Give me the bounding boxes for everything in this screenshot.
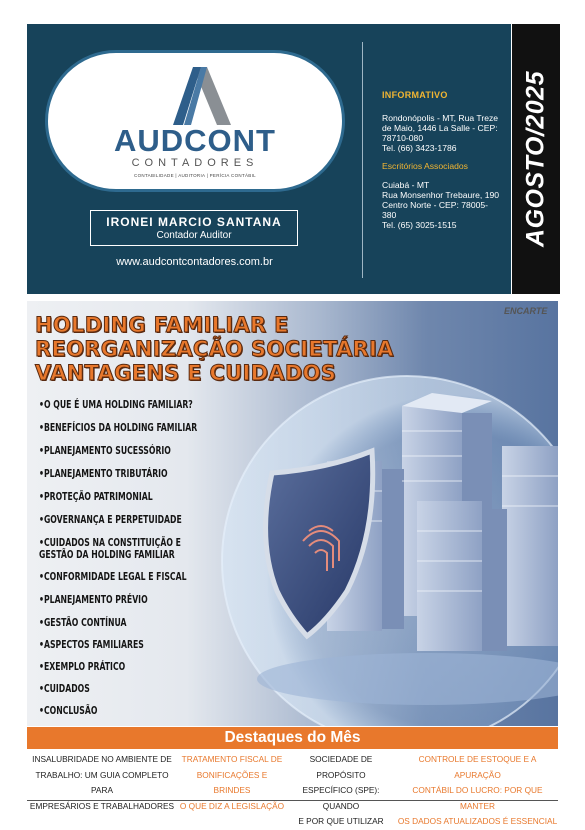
audcont-logo-icon xyxy=(171,67,233,125)
person-card xyxy=(90,210,298,246)
topic-item: •CONCLUSÃO xyxy=(39,705,98,717)
associated-offices-label: Escritórios Associados xyxy=(382,161,468,171)
headline-line: REORGANIZAÇÃO SOCIETÁRIA xyxy=(35,337,394,361)
main-office-address: Rondonópolis - MT, Rua Treze de Maio, 1446 La Salle - CEP: 78710-080 Tel. (66) 3423-1786 xyxy=(382,113,499,153)
topic-item: •GESTÃO CONTÍNUA xyxy=(39,617,127,629)
topic-list xyxy=(39,399,239,717)
brand-subtitle: CONTADORES xyxy=(131,157,259,169)
associated-office-address: Cuiabá - MT Rua Monsenhor Trebaure, 190 Centro Norte - CEP: 78005-380 Tel. (65) 3025-1515 xyxy=(382,180,500,230)
headline-line: HOLDING FAMILIAR E xyxy=(35,313,289,337)
highlight-item[interactable]: INSALUBRIDADE NO AMBIENTE DE TRABALHO: UM GUIA COMPLETO PARA EMPRESÁRIOS E TRABALHADORES xyxy=(29,754,175,811)
website-link[interactable]: www.audcontcontadores.com.br xyxy=(116,256,273,268)
topic-item: •PROTEÇÃO PATRIMONIAL xyxy=(39,491,153,503)
topic-item: •ASPECTOS FAMILIARES xyxy=(39,639,144,651)
topic-item: •CUIDADOS NA CONSTITUIÇÃO E GESTÃO DA HOLDING FAMILIAR xyxy=(39,537,181,561)
bottom-rule xyxy=(27,800,558,801)
topic-item: •PLANEJAMENTO SUCESSÓRIO xyxy=(39,445,171,457)
topic-item: •PLANEJAMENTO TRIBUTÁRIO xyxy=(39,468,168,480)
headline-line: VANTAGENS E CUIDADOS xyxy=(35,361,337,385)
highlight-item[interactable]: CONTROLE DE ESTOQUE E A APURAÇÃO CONTÁBIL DO LUCRO: POR QUE MANTER OS DADOS ATUALIZADOS É ESSENCIAL xyxy=(397,754,558,826)
edition-date: AGOSTO/2025 xyxy=(521,71,550,247)
contact-info xyxy=(382,90,502,230)
brand-tagline: CONTABILIDADE | AUDITORIA | PERÍCIA CONTÁBIL xyxy=(134,173,256,178)
topic-item: •EXEMPLO PRÁTICO xyxy=(39,661,126,673)
person-name: IRONEI MARCIO SANTANA xyxy=(106,215,282,229)
cover-headline xyxy=(35,313,415,385)
topic-item: •GOVERNANÇA E PERPETUIDADE xyxy=(39,514,182,526)
edition-strip xyxy=(512,24,560,294)
topic-item: •BENEFÍCIOS DA HOLDING FAMILIAR xyxy=(39,422,198,434)
header-divider xyxy=(362,42,363,278)
topic-item: •CUIDADOS xyxy=(39,683,90,695)
brand-name: AUDCONT xyxy=(114,123,276,158)
topic-item: •PLANEJAMENTO PRÉVIO xyxy=(39,594,148,606)
insert-label: ENCARTE xyxy=(504,306,548,316)
highlight-item[interactable]: TRATAMENTO FISCAL DE BONIFICAÇÕES E BRINDES O QUE DIZ A LEGISLAÇÃO xyxy=(179,754,285,811)
highlights-heading: Destaques do Mês xyxy=(27,727,558,749)
highlight-item[interactable]: SOCIEDADE DE PROPÓSITO ESPECÍFICO (SPE): QUANDO E POR QUE UTILIZAR xyxy=(298,754,384,826)
info-title: INFORMATIVO xyxy=(382,90,448,100)
topic-item: •O QUE É UMA HOLDING FAMILIAR? xyxy=(39,399,193,411)
logo-badge xyxy=(45,50,345,192)
header-panel xyxy=(27,24,511,294)
highlights-row xyxy=(27,752,558,826)
person-role: Contador Auditor xyxy=(156,230,232,241)
topic-item: •CONFORMIDADE LEGAL E FISCAL xyxy=(39,571,187,583)
cover-image xyxy=(27,301,558,726)
